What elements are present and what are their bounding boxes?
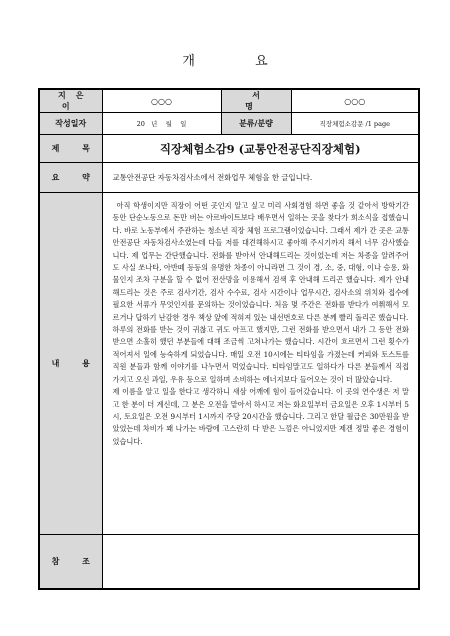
signature-label: 서 명: [221, 89, 291, 113]
date-label: 작성일자: [39, 113, 102, 135]
summary-value: 교통안전공단 자동차검사소에서 전화업무 체험을 한 글입니다.: [102, 163, 419, 193]
summary-label: 요 약: [39, 163, 102, 193]
overview-form-table: [38, 88, 420, 590]
content-paragraph-2: 하루의 전화를 받는 것이 귀찮고 귀도 아프고 했지만, 그런 전화를 받으면서 내가 그 동안 전화 받으면 소홀히 했던 부분들에 대해 조금씩 고쳐나가는 했습니다. 시간이 흐르면서 그런 횟수가 적어져서 일에 능숙하게 되었습니다. 매일 오전 10시에는 티타임을 가졌는데 커피와 토스트를 직원 분들과 함께 이야기를 나누면서 먹었습니다. 티타임말고도 일하다가 다른 분들께서 직접 가지고 오신 과일, 우유 등으로 일하며 소비하는 에너지보다 들어오는 것이 더 많았습니다.: [112, 325, 409, 384]
content-body: [102, 193, 419, 535]
content-label: 내 용: [39, 193, 102, 535]
date-row: [39, 113, 419, 135]
author-label: 지은이: [39, 89, 102, 113]
subject-value: 직장체험소감9 (교통안전공단직장체험): [102, 135, 419, 163]
document-title: 개 요: [182, 54, 296, 69]
subject-label: 제 목: [39, 135, 102, 163]
content-paragraph-3: 제 이름을 알고 일을 한다고 생각하니 새삼 어깨에 힘이 들어갔습니다. 이 곳의 연수생은 저 말고 한 분이 더 계신데, 그 분은 오전을 맡아서 하시고 저는 화요일부터 금요일은 오후 1시부터 5시, 토요일은 오전 9시부터 1시까지 주당 20시간을 했습니다. 그리고 한달 월급은 30만원을 받았었는데 차비가 꽤 나가는 바람에 고스란히 다 받은 느낌은 아니었지만 제겐 정말 좋은 경험이었습니다.: [112, 387, 409, 446]
date-value: 20 년 월 일: [102, 113, 221, 135]
category-label: 분류/분량: [221, 113, 291, 135]
author-value: ○○○: [102, 89, 221, 113]
reference-label: 참 조: [39, 535, 102, 589]
category-value: 직장체험소감문 /1 page: [291, 113, 419, 135]
author-row: [39, 89, 419, 113]
summary-row: [39, 163, 419, 193]
reference-row: [39, 535, 419, 589]
signature-value: ○○○: [291, 89, 419, 113]
content-row: [39, 193, 419, 535]
subject-row: [39, 135, 419, 163]
content-paragraph-1: 아직 학생이지만 직장이 어떤 곳인지 알고 싶고 미리 사회경험 하면 좋을 것 같아서 방학기간 동안 단순노동으로 돈만 버는 아르바이트보다 배우면서 일하는 곳을 찾다가 희소식을 접했습니다. 바로 노동부에서 주관하는 청소년 직장 체험 프로그램이었습니다. 그래서 제가 간 곳은 교통안전공단 자동차검사소였는데 다들 저를 대견해하시고 좋아해 주시기까지 해서 너무 감사했습니다. 제 업무는 간단했습니다. 전화를 받아서 안내해드리는 것이었는데 저는 차종을 알려주어도 사실 쏘나타, 아반떼 등등의 유명한 차종이 아니라면 그 것이 경, 소, 중, 대형, 이나 승용, 화물인지 조차 구분을 할 수 없어 전산망을 이용해서 검색 후 안내해 드리곤 했습니다. 제가 안내해드리는 것은 주로 검사기간, 검사 수수료, 검사 시간이나 업무시간, 검사소의 위치와 접수에 필요한 서류가 무엇인지를 문의하는 것이었습니다. 처음 몇 주간은 전화를 받다가 여쭤해서 모르거나 답하기 난감한 경우 책상 앞에 적혀져 있는 내선번호로 다른 분께 빨리 돌리곤 했습니다.: [112, 201, 409, 322]
reference-value: [102, 535, 419, 589]
